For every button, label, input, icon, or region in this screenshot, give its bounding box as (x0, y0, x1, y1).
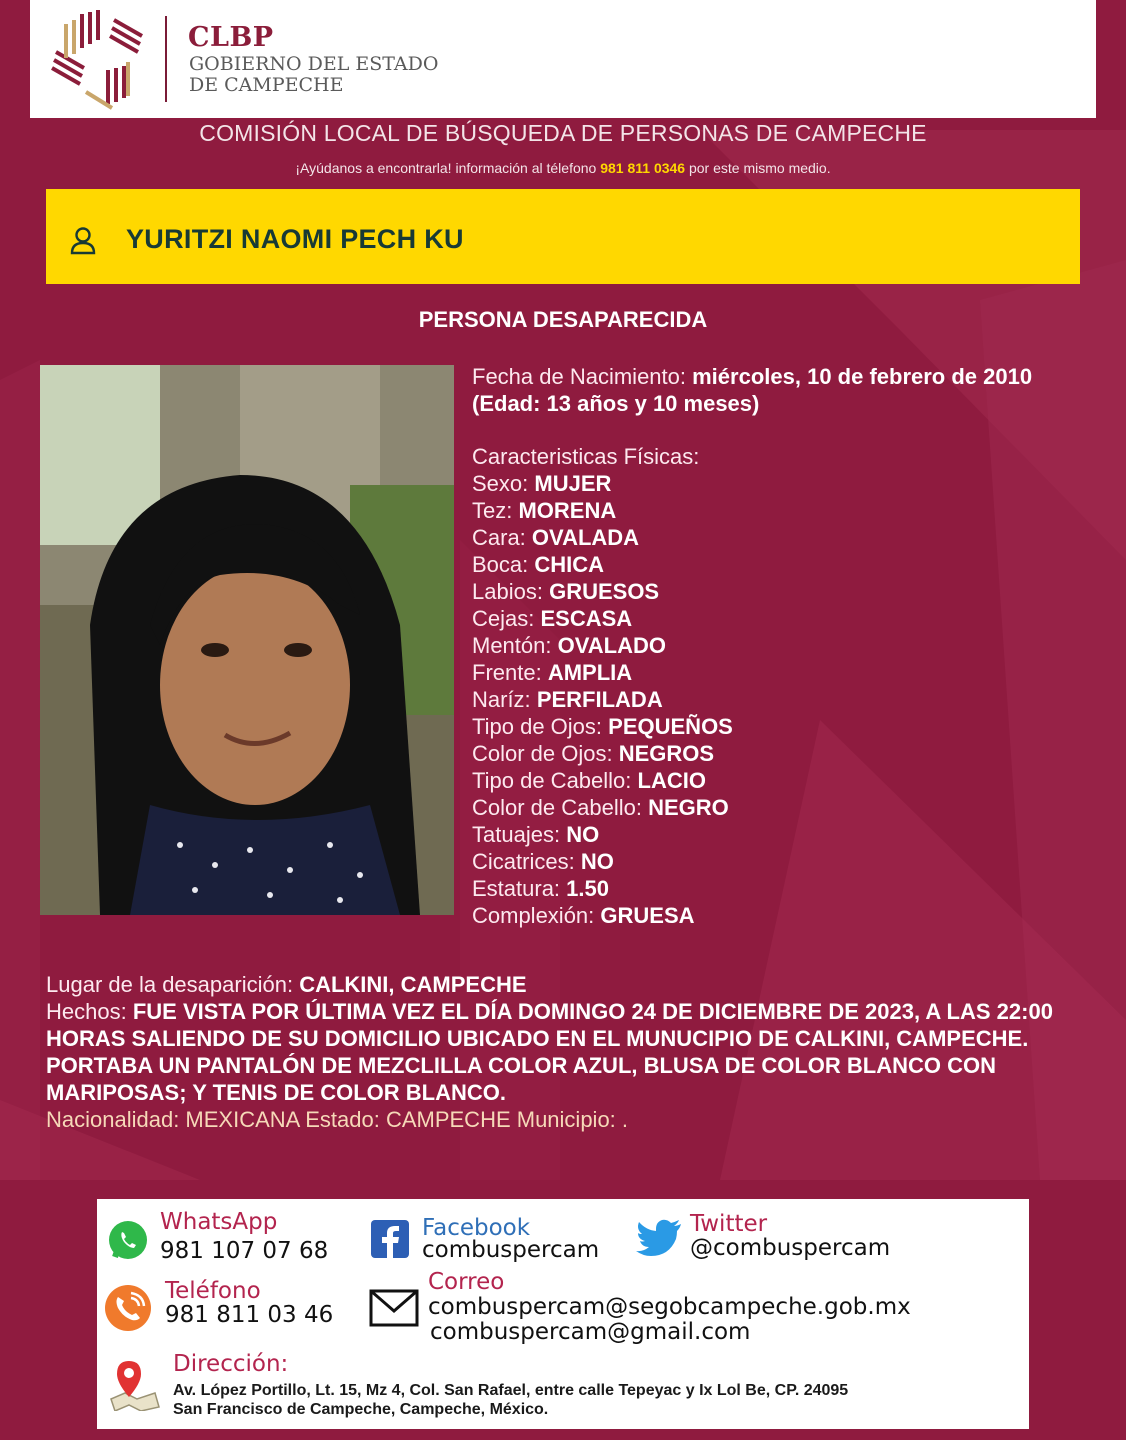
trait-label: Tatuajes: (472, 822, 561, 847)
trait-row (472, 848, 1072, 875)
trait-label: Complexión: (472, 903, 595, 928)
trait-value: PERFILADA (536, 687, 663, 712)
trait-value: 1.50 (566, 876, 609, 901)
trait-row (472, 605, 1072, 632)
trait-row (472, 740, 1072, 767)
address-label: Dirección: (173, 1351, 289, 1377)
trait-value: MORENA (518, 498, 617, 523)
trait-label: Sexo: (472, 471, 529, 496)
org-abbreviation: CLBP (188, 22, 274, 53)
trait-value: GRUESOS (549, 579, 660, 604)
trait-label: Labios: (472, 579, 543, 604)
trait-row (472, 659, 1072, 686)
trait-label: Cejas: (472, 606, 535, 631)
trait-label: Cicatrices: (472, 849, 575, 874)
trait-row (472, 767, 1072, 794)
email-secondary[interactable]: combuspercam@gmail.com (430, 1319, 751, 1345)
trait-value: LACIO (637, 768, 706, 793)
twitter-label: Twitter (690, 1211, 768, 1237)
dob-label: Fecha de Nacimiento: (472, 364, 686, 389)
trait-row (472, 794, 1072, 821)
person-icon (68, 225, 98, 255)
org-name: GOBIERNO DEL ESTADO DE CAMPECHE (189, 53, 439, 96)
trait-value: PEQUEÑOS (608, 714, 733, 739)
help-suffix: por este mismo medio. (688, 160, 831, 176)
trait-row (472, 578, 1072, 605)
help-line (0, 160, 1126, 176)
phone-number[interactable]: 981 811 03 46 (165, 1302, 334, 1328)
trait-label: Boca: (472, 552, 529, 577)
trait-label: Naríz: (472, 687, 531, 712)
phone-label: Teléfono (165, 1278, 261, 1304)
facts-value: FUE VISTA POR ÚLTIMA VEZ EL DÍA DOMINGO 24 DE DICIEMBRE DE 2023, A LAS 22:00 HORAS SALIENDO DE SU DOMICILIO UBICADO EN EL MUNUCIPIO DE CALKINI, CAMPECHE. PORTABA UN PANTALÓN DE MEZCLILLA COLOR AZUL, BLUSA DE COLOR BLANCO CON MARIPOSAS; Y TENIS DE COLOR BLANCO. (46, 999, 1053, 1105)
trait-row (472, 497, 1072, 524)
trait-label: Mentón: (472, 633, 552, 658)
trait-label: Color de Ojos: (472, 741, 613, 766)
email-primary[interactable]: combuspercam@segobcampeche.gob.mx (428, 1294, 911, 1320)
trait-value: NO (580, 849, 614, 874)
trait-value: OVALADA (531, 525, 640, 550)
person-name: YURITZI NAOMI PECH KU (126, 224, 464, 254)
twitter-icon (635, 1219, 683, 1259)
trait-value: CHICA (534, 552, 605, 577)
help-phone[interactable]: 981 811 0346 (600, 160, 686, 176)
facebook-icon (370, 1219, 410, 1259)
address (173, 1381, 1023, 1419)
trait-label: Tipo de Cabello: (472, 768, 632, 793)
trait-label: Tez: (472, 498, 513, 523)
status-title: PERSONA DESAPARECIDA (418, 307, 708, 332)
facebook-label: Facebook (422, 1215, 531, 1241)
trait-row (472, 524, 1072, 551)
email-label: Correo (428, 1269, 505, 1295)
trait-row (472, 713, 1072, 740)
commission-title: COMISIÓN LOCAL DE BÚSQUEDA DE PERSONAS DE CAMPECHE (199, 120, 927, 146)
birth-date (472, 363, 1072, 417)
trait-label: Estatura: (472, 876, 561, 901)
facts-line (46, 998, 1086, 1106)
dob-value: miércoles, 10 de febrero de 2010 (Edad: 13 años y 10 meses) (472, 364, 1033, 416)
address-line-1: Av. López Portillo, Lt. 15, Mz 4, Col. San Rafael, entre calle Tepeyac y Ix Lol Be, CP. 24095 (173, 1382, 849, 1399)
nationality-line: Nacionalidad: MEXICANA Estado: CAMPECHE Municipio: . (46, 1107, 629, 1132)
trait-row (472, 821, 1072, 848)
trait-row (472, 632, 1072, 659)
traits-list (472, 470, 1072, 929)
physical-details (472, 363, 1072, 929)
envelope-icon (369, 1289, 419, 1327)
whatsapp-number[interactable]: 981 107 07 68 (160, 1238, 329, 1264)
traits-heading: Caracteristicas Físicas: (472, 444, 700, 469)
place-label: Lugar de la desaparición: (46, 972, 294, 997)
contact-panel (97, 1199, 1029, 1429)
trait-label: Frente: (472, 660, 542, 685)
whatsapp-icon (107, 1219, 149, 1261)
trait-value: MUJER (534, 471, 612, 496)
disappearance-facts (46, 971, 1086, 1133)
trait-value: NEGRO (648, 795, 729, 820)
twitter-handle[interactable]: @combuspercam (690, 1235, 891, 1261)
missing-person-photo (40, 365, 454, 915)
name-banner (46, 189, 1080, 284)
help-prefix: ¡Ayúdanos a encontrarla! información al télefono (295, 160, 597, 176)
logo-divider (165, 16, 167, 102)
trait-row (472, 875, 1072, 902)
address-line-2: San Francisco de Campeche, Campeche, México. (173, 1401, 549, 1418)
trait-label: Cara: (472, 525, 526, 550)
phone-icon (103, 1283, 153, 1333)
whatsapp-label: WhatsApp (160, 1209, 278, 1235)
trait-value: AMPLIA (547, 660, 633, 685)
trait-value: NO (566, 822, 600, 847)
trait-row (472, 551, 1072, 578)
map-pin-icon (107, 1357, 163, 1411)
place-value: CALKINI, CAMPECHE (299, 972, 527, 997)
trait-row (472, 686, 1072, 713)
government-logo (42, 4, 150, 116)
trait-value: OVALADO (557, 633, 666, 658)
trait-row (472, 470, 1072, 497)
trait-value: NEGROS (618, 741, 715, 766)
place-line (46, 971, 1086, 998)
trait-label: Color de Cabello: (472, 795, 642, 820)
trait-row (472, 902, 1072, 929)
trait-value: ESCASA (540, 606, 633, 631)
trait-value: GRUESA (600, 903, 695, 928)
trait-label: Tipo de Ojos: (472, 714, 603, 739)
facts-label: Hechos: (46, 999, 127, 1024)
facebook-handle[interactable]: combuspercam (422, 1237, 600, 1263)
